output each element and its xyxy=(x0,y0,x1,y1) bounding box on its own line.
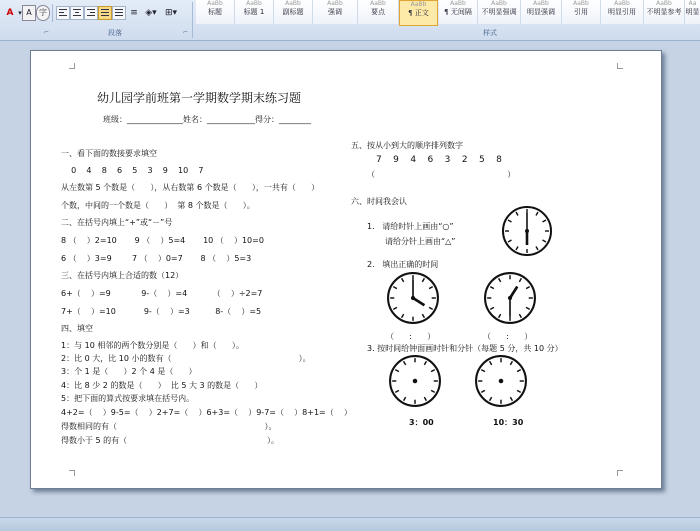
student-info-line: 班级：______________姓名：____________得分：________ xyxy=(103,115,311,124)
question-line: 7+（ ）=10 9-（ ）=3 8-（ ）=5 xyxy=(61,307,262,316)
font-color-dropdown-icon[interactable]: ▾ xyxy=(18,9,22,17)
question-line: 4：比 8 少 2 的数是（ ） 比 5 大 3 的数是（ ） xyxy=(61,381,263,390)
question-line: 2. 填出正确的时间 xyxy=(367,260,439,269)
answer-bracket: （ ） xyxy=(367,170,516,179)
question-line: 3. 按时间给钟面画时针和分针（每题 5 分，共 10 分） xyxy=(367,344,563,353)
clock-face-icon xyxy=(386,271,440,325)
borders-icon[interactable]: ⊞▾ xyxy=(164,8,178,18)
distribute-icon[interactable] xyxy=(112,6,126,20)
divider xyxy=(192,2,193,38)
question-line: 4+2=（ ）9-5=（ ）2+7=（ ）6+3=（ ）9-7=（ ）8+1=（ ） xyxy=(61,408,352,417)
question-line: 3：个 1 是（ ）2 个 4 是（ ） xyxy=(61,367,197,376)
clock-face-icon xyxy=(474,354,528,408)
align-right-icon[interactable] xyxy=(84,6,98,20)
question-line: 一、看下面的数接要求填空 xyxy=(61,149,157,158)
clock-face-icon xyxy=(388,354,442,408)
style-item[interactable]: AaBb ¶ 无间隔 xyxy=(439,0,478,24)
style-label: 不明显强调 xyxy=(481,8,517,16)
style-item[interactable]: AaBb 要点 xyxy=(358,0,399,24)
char-border-button[interactable]: A xyxy=(22,5,36,21)
question-line: 2：比 0 大，比 10 小的数有（ ）。 xyxy=(61,354,311,363)
style-item[interactable]: AaBb 不明显强调 xyxy=(478,0,521,24)
crop-mark xyxy=(617,470,623,476)
document-page[interactable] xyxy=(30,50,662,489)
style-label: 不明显参考 xyxy=(646,8,682,16)
style-item[interactable]: AaBb 明显强调 xyxy=(521,0,562,24)
time-label: 10：30 xyxy=(493,418,524,427)
style-label: 引用 xyxy=(574,8,588,16)
question-line: 8 （ ）2=10 9 （ ）5=4 10 （ ）10=0 xyxy=(61,236,264,245)
time-label: 3：00 xyxy=(409,418,434,427)
style-item[interactable]: AaBb 副标题 xyxy=(274,0,313,24)
question-line: 1. 请给时针上画由“○” xyxy=(367,222,454,231)
style-label: 标题 1 xyxy=(243,8,265,16)
number-sequence: 7 9 4 6 3 2 5 8 xyxy=(376,155,502,165)
ribbon xyxy=(0,0,700,41)
style-label: 标题 xyxy=(208,8,222,16)
paragraph-tools xyxy=(0,0,192,28)
styles-group-label: 样式 xyxy=(483,29,497,37)
line-spacing-icon[interactable]: ≡ xyxy=(130,8,138,18)
align-center-icon[interactable] xyxy=(70,6,84,20)
question-line: 得数相同的有（ ）。 xyxy=(61,422,277,431)
style-item-selected[interactable]: AaBb ¶ 正文 xyxy=(399,0,438,26)
style-label: 明显 xyxy=(685,8,700,16)
font-dialog-launcher-icon[interactable]: ⌐ xyxy=(44,29,50,36)
style-label: 明显强调 xyxy=(527,8,555,16)
question-line: 四、填空 xyxy=(61,324,93,333)
justify-icon[interactable] xyxy=(98,6,112,20)
style-item[interactable]: AaBb 强调 xyxy=(313,0,358,24)
style-item[interactable]: Aa 明显 xyxy=(685,0,700,24)
divider xyxy=(52,4,53,22)
style-item[interactable]: AaBb 引用 xyxy=(562,0,601,24)
question-line: 0 4 8 6 5 3 9 10 7 xyxy=(61,166,204,175)
question-line: 从左数第 5 个数是（ ），从右数第 6 个数是（ ），一共有（ ） xyxy=(61,183,320,192)
question-line: 得数小于 5 的有（ ）。 xyxy=(61,436,280,445)
answer-blank: （ : ） xyxy=(483,332,533,341)
question-title: 六、时间我会认 xyxy=(351,197,407,206)
style-label: 要点 xyxy=(371,8,385,16)
paragraph-group-label: 段落 xyxy=(108,29,122,37)
question-line: 1：与 10 相邻的两个数分别是（ ）和（ ）。 xyxy=(61,341,244,350)
align-left-icon[interactable] xyxy=(56,6,70,20)
question-line: 6 （ ）3=9 7 （ ）0=7 8 （ ）5=3 xyxy=(61,254,252,263)
question-line: 个数，中间的一个数是（ ） 第 8 个数是（ ）。 xyxy=(61,201,255,210)
style-item[interactable]: AaBb 明显引用 xyxy=(601,0,644,24)
question-line: 三、在括号内填上合适的数（12） xyxy=(61,271,184,280)
style-label: 明显引用 xyxy=(608,8,636,16)
status-bar xyxy=(0,517,700,531)
style-item[interactable]: AaBb 标题 1 xyxy=(235,0,274,24)
enclose-char-button[interactable]: 字 xyxy=(36,5,50,21)
shading-icon[interactable]: ◈▾ xyxy=(145,8,157,18)
paragraph-dialog-launcher-icon[interactable]: ⌐ xyxy=(183,29,189,36)
doc-title: 幼儿园学前班第一学期数学期末练习题 xyxy=(97,91,302,105)
style-item[interactable]: AaBb 不明显参考 xyxy=(644,0,685,24)
crop-mark xyxy=(69,470,75,476)
clock-face-icon xyxy=(483,271,537,325)
question-line: 二、在括号内填上“+”或“－”号 xyxy=(61,218,173,227)
question-line: 请给分针上画由“△” xyxy=(385,237,456,246)
style-label: 副标题 xyxy=(282,8,304,16)
answer-blank: （ : ） xyxy=(386,332,436,341)
question-title: 五、按从小到大的顺序排列数字 xyxy=(351,141,463,150)
question-line: 6+（ ）=9 9-（ ）=4 （ ）÷2=7 xyxy=(61,289,263,298)
style-label: ¶ 正文 xyxy=(408,9,429,17)
clock-face-icon xyxy=(501,205,553,257)
font-color-button[interactable]: A xyxy=(6,8,14,18)
question-line: 5：把下面的算式按要求填在括号内。 xyxy=(61,394,195,403)
style-label: 强调 xyxy=(328,8,342,16)
crop-mark xyxy=(69,63,75,69)
crop-mark xyxy=(617,63,623,69)
style-label: ¶ 无间隔 xyxy=(444,8,472,16)
style-item[interactable]: AaBb 标题 xyxy=(196,0,235,24)
